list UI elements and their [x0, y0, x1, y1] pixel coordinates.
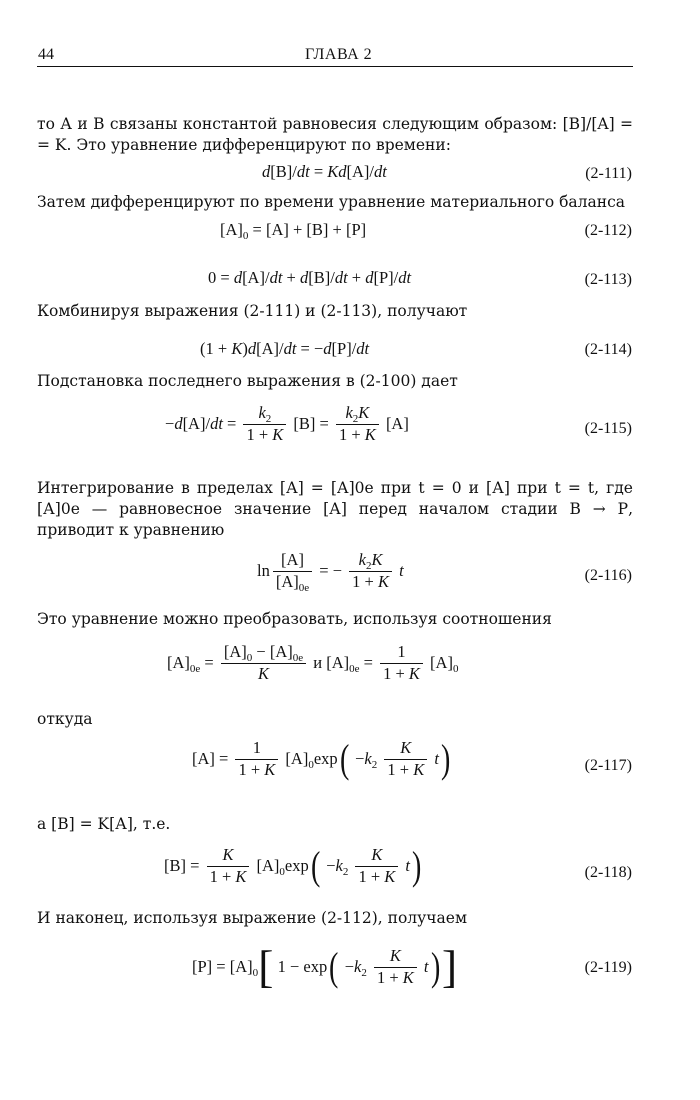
- equation-2-119: $[P] = [A]_0$[ $1 - \exp( -k_2$ $\frac{K}{1 + K}$ t)]: [192, 941, 458, 992]
- paragraph-4: Подстановка последнего выражения в (2-100) дает: [37, 372, 458, 390]
- paragraph-8: а [В] = K[А], т.е.: [37, 815, 171, 833]
- paragraph-9: И наконец, используя выражение (2-112), получаем: [37, 909, 467, 927]
- paragraph-3: Комбинируя выражения (2-111) и (2-113), получают: [37, 302, 468, 320]
- equation-2-117: [A] = $\frac{1}{1 + K}$ $[A]_0\exp( -k_2$ $\frac{K}{1 + K}$ t): [192, 736, 451, 781]
- running-head: ГЛАВА 2: [305, 46, 373, 63]
- equation-2-118: [B] = $\frac{K}{1 + K}$ $[A]_0\exp( -k_2$ $\frac{K}{1 + K}$ t): [164, 843, 422, 888]
- paragraph-5: Интегрирование в пределах [А] = [А]0e при t = 0 и [А] при t = t, где [А]0e — равновесное значение [А] перед началом стадии В → Р, приводит к уравнению: [37, 479, 633, 539]
- eq-number-2-113: (2-113): [584, 271, 632, 288]
- eq-number-2-111: (2-111): [585, 165, 632, 182]
- equation-2-114: (1 + K)d[A]/dt = −d[P]/dt: [200, 339, 370, 358]
- eq-number-2-112: (2-112): [584, 222, 632, 239]
- equilibrium-relations: $[A]_{0e}$ = $\frac{[A]_0 - [A]_{0e}}{K}$ и $[A]_{0e}$ = $\frac{1}{1 + K}$ $[A]_0$: [167, 642, 459, 683]
- eq-number-2-119: (2-119): [584, 959, 632, 976]
- equation-2-116: ln $\frac{[A]}{[A]_{0e}}$ = − $\frac{k_2K}{1 + K}$ t: [257, 550, 404, 594]
- paragraph-6: Это уравнение можно преобразовать, используя соотношения: [37, 610, 552, 628]
- page-number: 44: [38, 46, 54, 63]
- equation-2-112: $[A]_0 = [A] + [B] + [P]$: [220, 220, 367, 242]
- paragraph-2: Затем дифференцируют по времени уравнение материального баланса: [37, 193, 625, 211]
- conjunction-and: и: [313, 652, 323, 672]
- equation-2-115: −d[A]/dt = $\frac{k_2}{1 + K}$ [B] = $\frac{k_2K}{1 + K}$ [A]: [165, 403, 409, 444]
- equation-2-113: 0 = d[A]/dt + d[B]/dt + d[P]/dt: [208, 268, 412, 287]
- paragraph-7: откуда: [37, 710, 93, 728]
- paragraph-1: то А и В связаны константой равновесия следующим образом: [B]/[A] = = K. Это уравнение дифференцируют по времени:: [37, 115, 633, 154]
- eq-number-2-115: (2-115): [584, 420, 632, 437]
- eq-number-2-116: (2-116): [584, 567, 632, 584]
- eq-number-2-118: (2-118): [584, 864, 632, 881]
- eq-number-2-114: (2-114): [584, 341, 632, 358]
- equation-2-111: d[B]/dt = Kd[A]/dt: [262, 162, 387, 181]
- eq-number-2-117: (2-117): [584, 757, 632, 774]
- header-rule: [37, 66, 633, 67]
